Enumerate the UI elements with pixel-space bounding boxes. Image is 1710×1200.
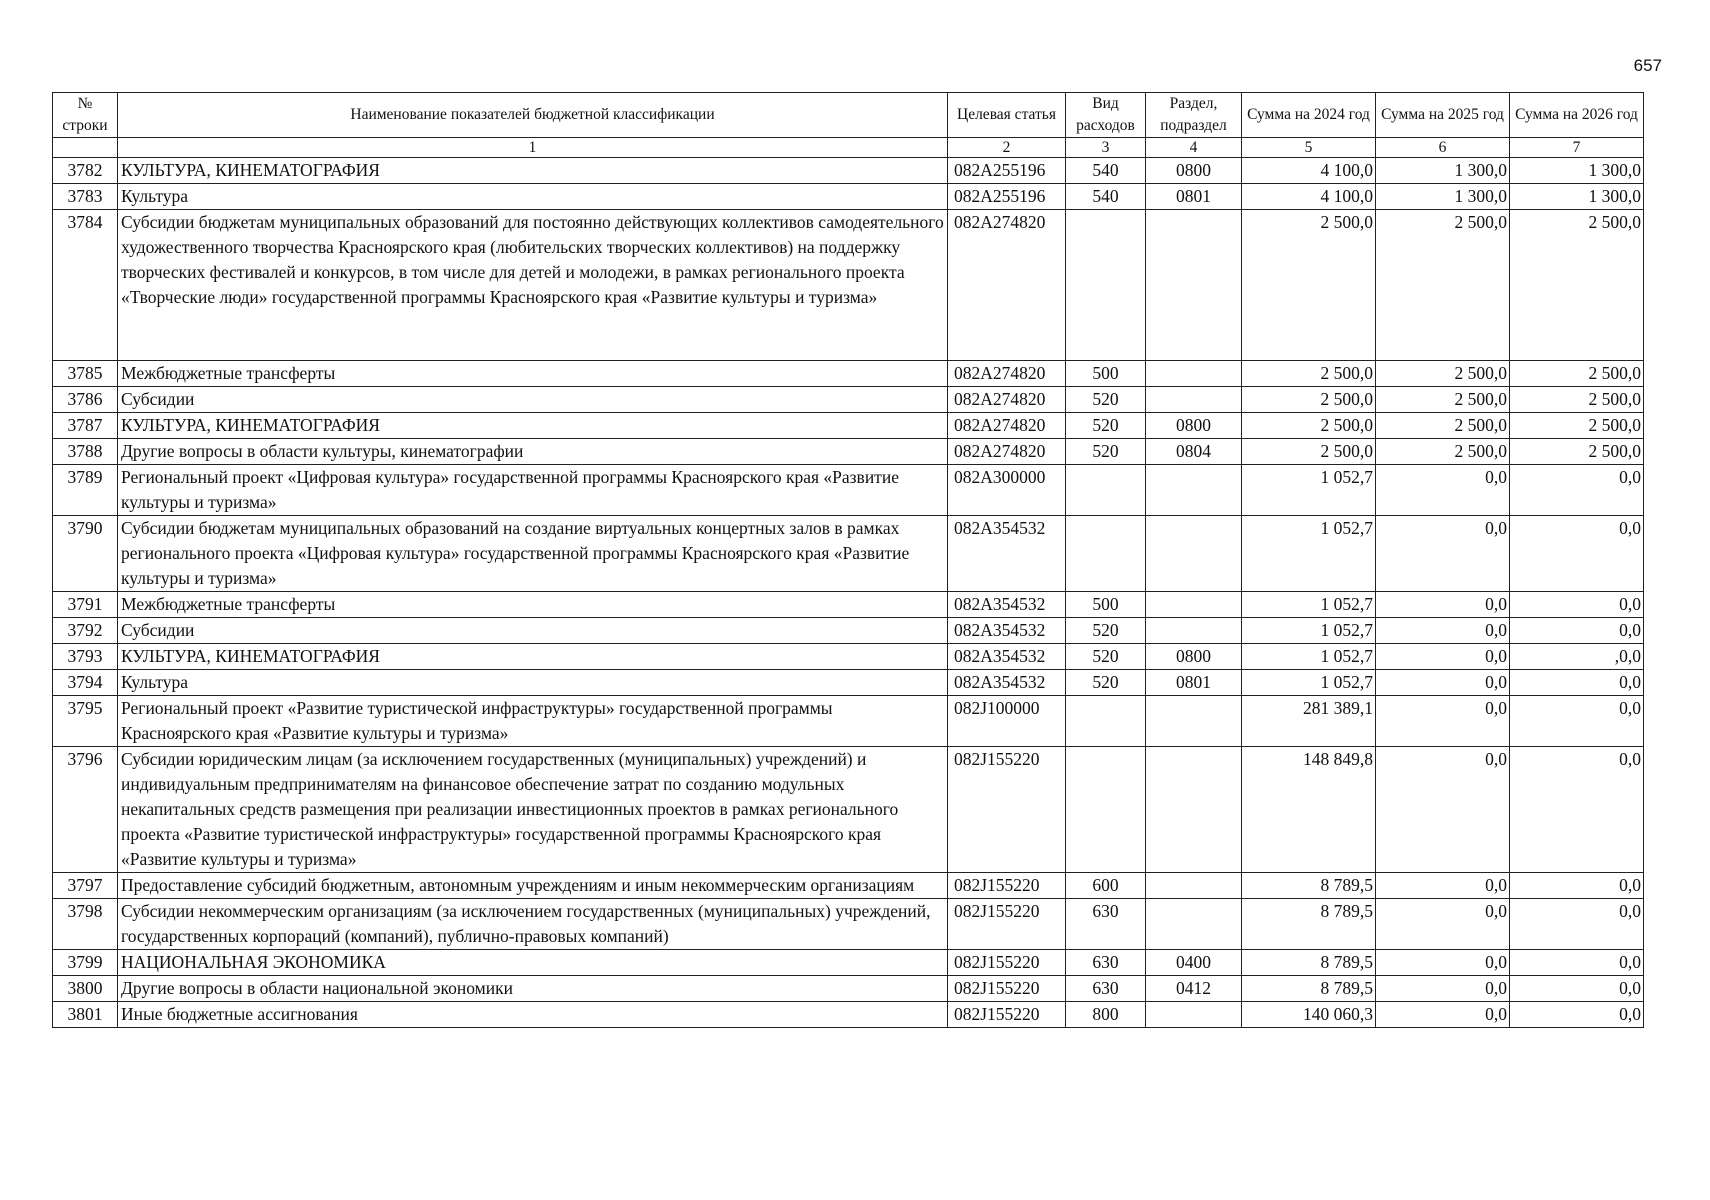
row-expense-kind: 520 (1066, 618, 1146, 644)
table-row (53, 899, 1644, 950)
row-sum-2025: 2 500,0 (1376, 210, 1510, 361)
row-sum-2026: 0,0 (1510, 950, 1644, 976)
row-target-code: 082A354532 (948, 670, 1066, 696)
row-target-code: 082J155220 (948, 950, 1066, 976)
header-sum-2025: Сумма на 2025 год (1376, 93, 1510, 138)
table-row (53, 210, 1644, 361)
header-section: Раздел, подраздел (1146, 93, 1242, 138)
row-number: 3793 (53, 644, 118, 670)
row-number: 3790 (53, 516, 118, 592)
table-row (53, 950, 1644, 976)
row-expense-kind: 630 (1066, 976, 1146, 1002)
row-sum-2024: 2 500,0 (1242, 361, 1376, 387)
row-sum-2025: 0,0 (1376, 516, 1510, 592)
row-number: 3786 (53, 387, 118, 413)
row-name: КУЛЬТУРА, КИНЕМАТОГРАФИЯ (118, 158, 948, 184)
row-expense-kind: 520 (1066, 387, 1146, 413)
row-expense-kind: 520 (1066, 644, 1146, 670)
row-sum-2024: 1 052,7 (1242, 592, 1376, 618)
row-name: НАЦИОНАЛЬНАЯ ЭКОНОМИКА (118, 950, 948, 976)
row-sum-2026: 0,0 (1510, 976, 1644, 1002)
row-section (1146, 747, 1242, 873)
row-expense-kind: 540 (1066, 184, 1146, 210)
table-header (53, 93, 1644, 158)
row-sum-2025: 0,0 (1376, 592, 1510, 618)
row-sum-2025: 0,0 (1376, 618, 1510, 644)
row-target-code: 082A255196 (948, 158, 1066, 184)
row-expense-kind (1066, 210, 1146, 361)
row-section: 0800 (1146, 158, 1242, 184)
table-row (53, 184, 1644, 210)
row-sum-2024: 281 389,1 (1242, 696, 1376, 747)
row-sum-2024: 148 849,8 (1242, 747, 1376, 873)
row-section (1146, 387, 1242, 413)
table-row (53, 976, 1644, 1002)
row-section (1146, 210, 1242, 361)
row-sum-2026: 0,0 (1510, 592, 1644, 618)
row-sum-2026: 0,0 (1510, 696, 1644, 747)
row-number: 3792 (53, 618, 118, 644)
row-expense-kind: 800 (1066, 1002, 1146, 1028)
row-sum-2025: 0,0 (1376, 670, 1510, 696)
row-name: Межбюджетные трансферты (118, 592, 948, 618)
row-expense-kind (1066, 465, 1146, 516)
table-row (53, 1002, 1644, 1028)
row-sum-2026: 0,0 (1510, 465, 1644, 516)
row-sum-2024: 4 100,0 (1242, 158, 1376, 184)
header-kind: Вид расходов (1066, 93, 1146, 138)
row-sum-2024: 2 500,0 (1242, 439, 1376, 465)
row-sum-2025: 2 500,0 (1376, 439, 1510, 465)
row-sum-2026: 0,0 (1510, 618, 1644, 644)
row-section: 0400 (1146, 950, 1242, 976)
row-sum-2026: 2 500,0 (1510, 413, 1644, 439)
row-sum-2025: 0,0 (1376, 644, 1510, 670)
row-sum-2026: 1 300,0 (1510, 184, 1644, 210)
table-row (53, 747, 1644, 873)
row-sum-2024: 8 789,5 (1242, 899, 1376, 950)
row-section (1146, 516, 1242, 592)
row-sum-2024: 1 052,7 (1242, 465, 1376, 516)
row-sum-2025: 0,0 (1376, 1002, 1510, 1028)
row-target-code: 082A274820 (948, 387, 1066, 413)
row-sum-2026: 2 500,0 (1510, 387, 1644, 413)
row-expense-kind: 600 (1066, 873, 1146, 899)
row-sum-2024: 2 500,0 (1242, 210, 1376, 361)
row-sum-2024: 1 052,7 (1242, 670, 1376, 696)
table-row (53, 873, 1644, 899)
row-section (1146, 873, 1242, 899)
row-number: 3788 (53, 439, 118, 465)
row-section (1146, 592, 1242, 618)
row-sum-2024: 1 052,7 (1242, 644, 1376, 670)
table-body (53, 158, 1644, 1028)
row-name: Предоставление субсидий бюджетным, автономным учреждениям и иным некоммерческим организациям (118, 873, 948, 899)
row-section (1146, 361, 1242, 387)
row-section: 0801 (1146, 184, 1242, 210)
table-row (53, 158, 1644, 184)
row-name: Межбюджетные трансферты (118, 361, 948, 387)
row-number: 3784 (53, 210, 118, 361)
row-section: 0804 (1146, 439, 1242, 465)
row-target-code: 082A300000 (948, 465, 1066, 516)
row-number: 3794 (53, 670, 118, 696)
row-name: Субсидии юридическим лицам (за исключением государственных (муниципальных) учреждений) и индивидуальным предпринимателям на финансовое обеспечение затрат по созданию модульных некапитальных средств размещения при реализации инвестиционных проектов в рамках регионального проекта «Развитие туристической инфраструктуры» государственной программы Красноярского края «Развитие культуры и туризма» (118, 747, 948, 873)
row-section: 0801 (1146, 670, 1242, 696)
table-row (53, 387, 1644, 413)
table-row (53, 644, 1644, 670)
row-number: 3796 (53, 747, 118, 873)
row-target-code: 082J155220 (948, 1002, 1066, 1028)
row-expense-kind: 630 (1066, 899, 1146, 950)
row-sum-2025: 0,0 (1376, 747, 1510, 873)
row-sum-2025: 2 500,0 (1376, 413, 1510, 439)
row-name: Субсидии (118, 618, 948, 644)
row-number: 3787 (53, 413, 118, 439)
row-expense-kind: 540 (1066, 158, 1146, 184)
row-sum-2024: 8 789,5 (1242, 950, 1376, 976)
header-sum-2026: Сумма на 2026 год (1510, 93, 1644, 138)
row-sum-2026: 0,0 (1510, 747, 1644, 873)
row-number: 3799 (53, 950, 118, 976)
row-sum-2025: 0,0 (1376, 873, 1510, 899)
row-target-code: 082A255196 (948, 184, 1066, 210)
column-number: 3 (1066, 138, 1146, 158)
header-sum-2024: Сумма на 2024 год (1242, 93, 1376, 138)
row-sum-2025: 1 300,0 (1376, 158, 1510, 184)
row-target-code: 082J155220 (948, 747, 1066, 873)
row-sum-2024: 1 052,7 (1242, 516, 1376, 592)
row-sum-2024: 8 789,5 (1242, 873, 1376, 899)
row-name: Региональный проект «Развитие туристической инфраструктуры» государственной программы Красноярского края «Развитие культуры и туризма» (118, 696, 948, 747)
column-number (53, 138, 118, 158)
row-name: Субсидии бюджетам муниципальных образований для постоянно действующих коллективов самодеятельного художественного творчества Красноярского края (любительских творческих коллективов) на поддержку творческих фестивалей и конкурсов, в том числе для детей и молодежи, в рамках регионального проекта «Творческие люди» государственной программы Красноярского края «Развитие культуры и туризма» (118, 210, 948, 361)
row-sum-2025: 2 500,0 (1376, 361, 1510, 387)
row-sum-2026: 2 500,0 (1510, 439, 1644, 465)
row-name: Региональный проект «Цифровая культура» государственной программы Красноярского края «Развитие культуры и туризма» (118, 465, 948, 516)
row-sum-2026: 0,0 (1510, 516, 1644, 592)
row-target-code: 082A274820 (948, 361, 1066, 387)
budget-classification-table (52, 92, 1644, 1028)
row-target-code: 082A274820 (948, 439, 1066, 465)
row-sum-2025: 1 300,0 (1376, 184, 1510, 210)
row-expense-kind: 500 (1066, 361, 1146, 387)
row-section (1146, 1002, 1242, 1028)
row-target-code: 082A354532 (948, 516, 1066, 592)
row-sum-2026: 2 500,0 (1510, 210, 1644, 361)
table-row (53, 465, 1644, 516)
row-name: Другие вопросы в области культуры, кинематографии (118, 439, 948, 465)
row-sum-2026: 0,0 (1510, 873, 1644, 899)
row-section (1146, 465, 1242, 516)
table-row (53, 696, 1644, 747)
row-number: 3789 (53, 465, 118, 516)
row-name: Культура (118, 670, 948, 696)
row-sum-2024: 1 052,7 (1242, 618, 1376, 644)
column-number: 5 (1242, 138, 1376, 158)
row-section (1146, 618, 1242, 644)
row-target-code: 082A274820 (948, 210, 1066, 361)
row-expense-kind: 520 (1066, 413, 1146, 439)
row-sum-2026: 0,0 (1510, 899, 1644, 950)
table-row (53, 670, 1644, 696)
row-name: Другие вопросы в области национальной экономики (118, 976, 948, 1002)
row-expense-kind: 520 (1066, 439, 1146, 465)
row-number: 3800 (53, 976, 118, 1002)
column-number-row (53, 138, 1644, 158)
row-sum-2025: 0,0 (1376, 976, 1510, 1002)
row-number: 3785 (53, 361, 118, 387)
row-target-code: 082A274820 (948, 413, 1066, 439)
row-number: 3795 (53, 696, 118, 747)
row-sum-2026: 0,0 (1510, 1002, 1644, 1028)
row-name: Субсидии (118, 387, 948, 413)
row-number: 3801 (53, 1002, 118, 1028)
row-sum-2025: 0,0 (1376, 465, 1510, 516)
row-name: Иные бюджетные ассигнования (118, 1002, 948, 1028)
row-sum-2025: 0,0 (1376, 696, 1510, 747)
row-name: КУЛЬТУРА, КИНЕМАТОГРАФИЯ (118, 413, 948, 439)
page-number: 657 (1633, 56, 1662, 75)
row-target-code: 082A354532 (948, 592, 1066, 618)
column-number: 1 (118, 138, 948, 158)
row-sum-2024: 140 060,3 (1242, 1002, 1376, 1028)
row-target-code: 082J155220 (948, 873, 1066, 899)
row-expense-kind: 520 (1066, 670, 1146, 696)
row-number: 3791 (53, 592, 118, 618)
row-target-code: 082A354532 (948, 618, 1066, 644)
row-name: Субсидии некоммерческим организациям (за исключением государственных (муниципальных) учреждений, государственных корпораций (компаний), публично-правовых компаний) (118, 899, 948, 950)
row-target-code: 082J155220 (948, 976, 1066, 1002)
row-sum-2026: 2 500,0 (1510, 361, 1644, 387)
row-name: Культура (118, 184, 948, 210)
header-row-num: № строки (53, 93, 118, 138)
row-expense-kind (1066, 516, 1146, 592)
row-number: 3783 (53, 184, 118, 210)
table-row (53, 413, 1644, 439)
row-sum-2026: ,0,0 (1510, 644, 1644, 670)
row-section: 0800 (1146, 644, 1242, 670)
row-name: Субсидии бюджетам муниципальных образований на создание виртуальных концертных залов в рамках регионального проекта «Цифровая культура» государственной программы Красноярского края «Развитие культуры и туризма» (118, 516, 948, 592)
row-sum-2024: 2 500,0 (1242, 413, 1376, 439)
row-sum-2025: 0,0 (1376, 899, 1510, 950)
header-target: Целевая статья (948, 93, 1066, 138)
column-number: 2 (948, 138, 1066, 158)
row-number: 3782 (53, 158, 118, 184)
row-sum-2026: 1 300,0 (1510, 158, 1644, 184)
row-section (1146, 899, 1242, 950)
row-number: 3797 (53, 873, 118, 899)
row-sum-2024: 8 789,5 (1242, 976, 1376, 1002)
row-sum-2024: 2 500,0 (1242, 387, 1376, 413)
row-number: 3798 (53, 899, 118, 950)
row-section: 0800 (1146, 413, 1242, 439)
table-row (53, 516, 1644, 592)
row-expense-kind: 630 (1066, 950, 1146, 976)
row-section: 0412 (1146, 976, 1242, 1002)
column-number: 4 (1146, 138, 1242, 158)
table-row (53, 439, 1644, 465)
row-target-code: 082J155220 (948, 899, 1066, 950)
column-number: 6 (1376, 138, 1510, 158)
row-sum-2026: 0,0 (1510, 670, 1644, 696)
row-sum-2025: 2 500,0 (1376, 387, 1510, 413)
table-row (53, 361, 1644, 387)
row-expense-kind (1066, 747, 1146, 873)
row-expense-kind (1066, 696, 1146, 747)
row-sum-2024: 4 100,0 (1242, 184, 1376, 210)
header-row (53, 93, 1644, 138)
column-number: 7 (1510, 138, 1644, 158)
row-target-code: 082A354532 (948, 644, 1066, 670)
row-name: КУЛЬТУРА, КИНЕМАТОГРАФИЯ (118, 644, 948, 670)
row-expense-kind: 500 (1066, 592, 1146, 618)
row-target-code: 082J100000 (948, 696, 1066, 747)
row-section (1146, 696, 1242, 747)
table-row (53, 592, 1644, 618)
table-row (53, 618, 1644, 644)
row-sum-2025: 0,0 (1376, 950, 1510, 976)
header-name: Наименование показателей бюджетной классификации (118, 93, 948, 138)
